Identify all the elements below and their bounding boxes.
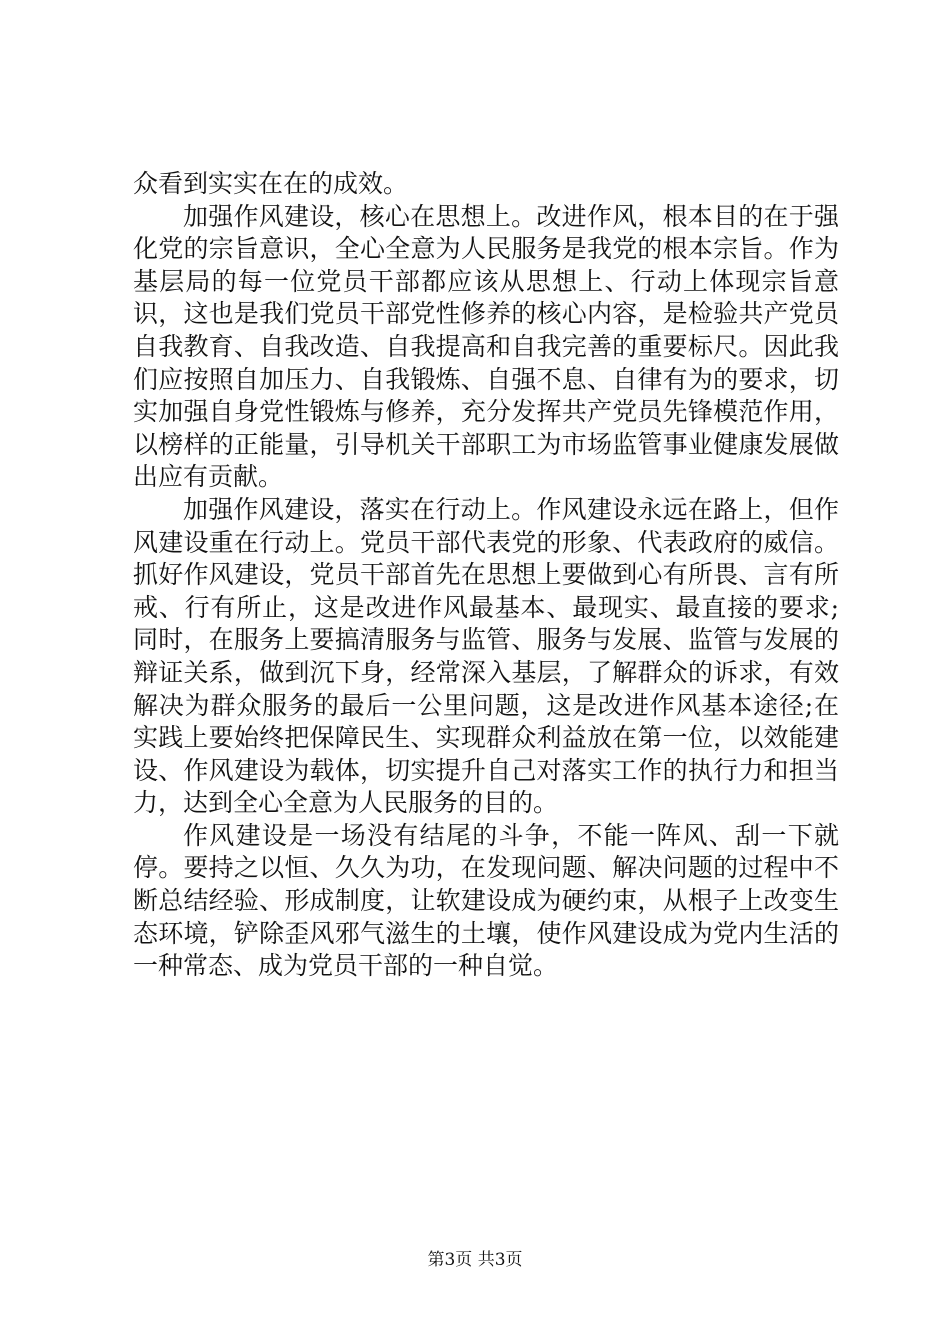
paragraph-continuation: 众看到实实在在的成效。 <box>133 169 409 198</box>
paragraph-thought: 加强作风建设，核心在思想上。改进作风，根本目的在于强化党的宗旨意识，全心全意为人民服务是我党的根本宗旨。作为基层局的每一位党员干部都应该从思想上、行动上体现宗旨意识，这也是我们党员干部党性修养的核心内容，是检验共产党员自我教育、自我改造、自我提高和自我完善的重要标尺。因此我们应按照自加压力、自我锻炼、自强不息、自律有为的要求，切实加强自身党性锻炼与修养，充分发挥共产党员先锋模范作用，以榜样的正能量，引导机关干部职工为市场监管事业健康发展做出应有贡献。 <box>133 201 839 492</box>
paragraph-conclusion: 作风建设是一场没有结尾的斗争，不能一阵风、刮一下就停。要持之以恒、久久为功，在发现问题、解决问题的过程中不断总结经验、形成制度，让软建设成为硬约束，从根子上改变生态环境，铲除歪风邪气滋生的土壤，使作风建设成为党内生活的一种常态、成为党员干部的一种自觉。 <box>133 820 839 981</box>
page-number-footer: 第3页 共3页 <box>427 1250 523 1270</box>
paragraph-action: 加强作风建设，落实在行动上。作风建设永远在路上，但作风建设重在行动上。党员干部代表党的形象、代表政府的威信。抓好作风建设，党员干部首先在思想上要做到心有所畏、言有所戒、行有所止，这是改进作风最基本、最现实、最直接的要求;同时，在服务上要搞清服务与监管、服务与发展、监管与发展的辩证关系，做到沉下身，经常深入基层，了解群众的诉求，有效解决为群众服务的最后一公里问题，这是改进作风基本途径;在实践上要始终把保障民生、实现群众利益放在第一位，以效能建设、作风建设为载体，切实提升自己对落实工作的执行力和担当力，达到全心全意为人民服务的目的。 <box>133 494 839 818</box>
document-body <box>133 168 839 983</box>
